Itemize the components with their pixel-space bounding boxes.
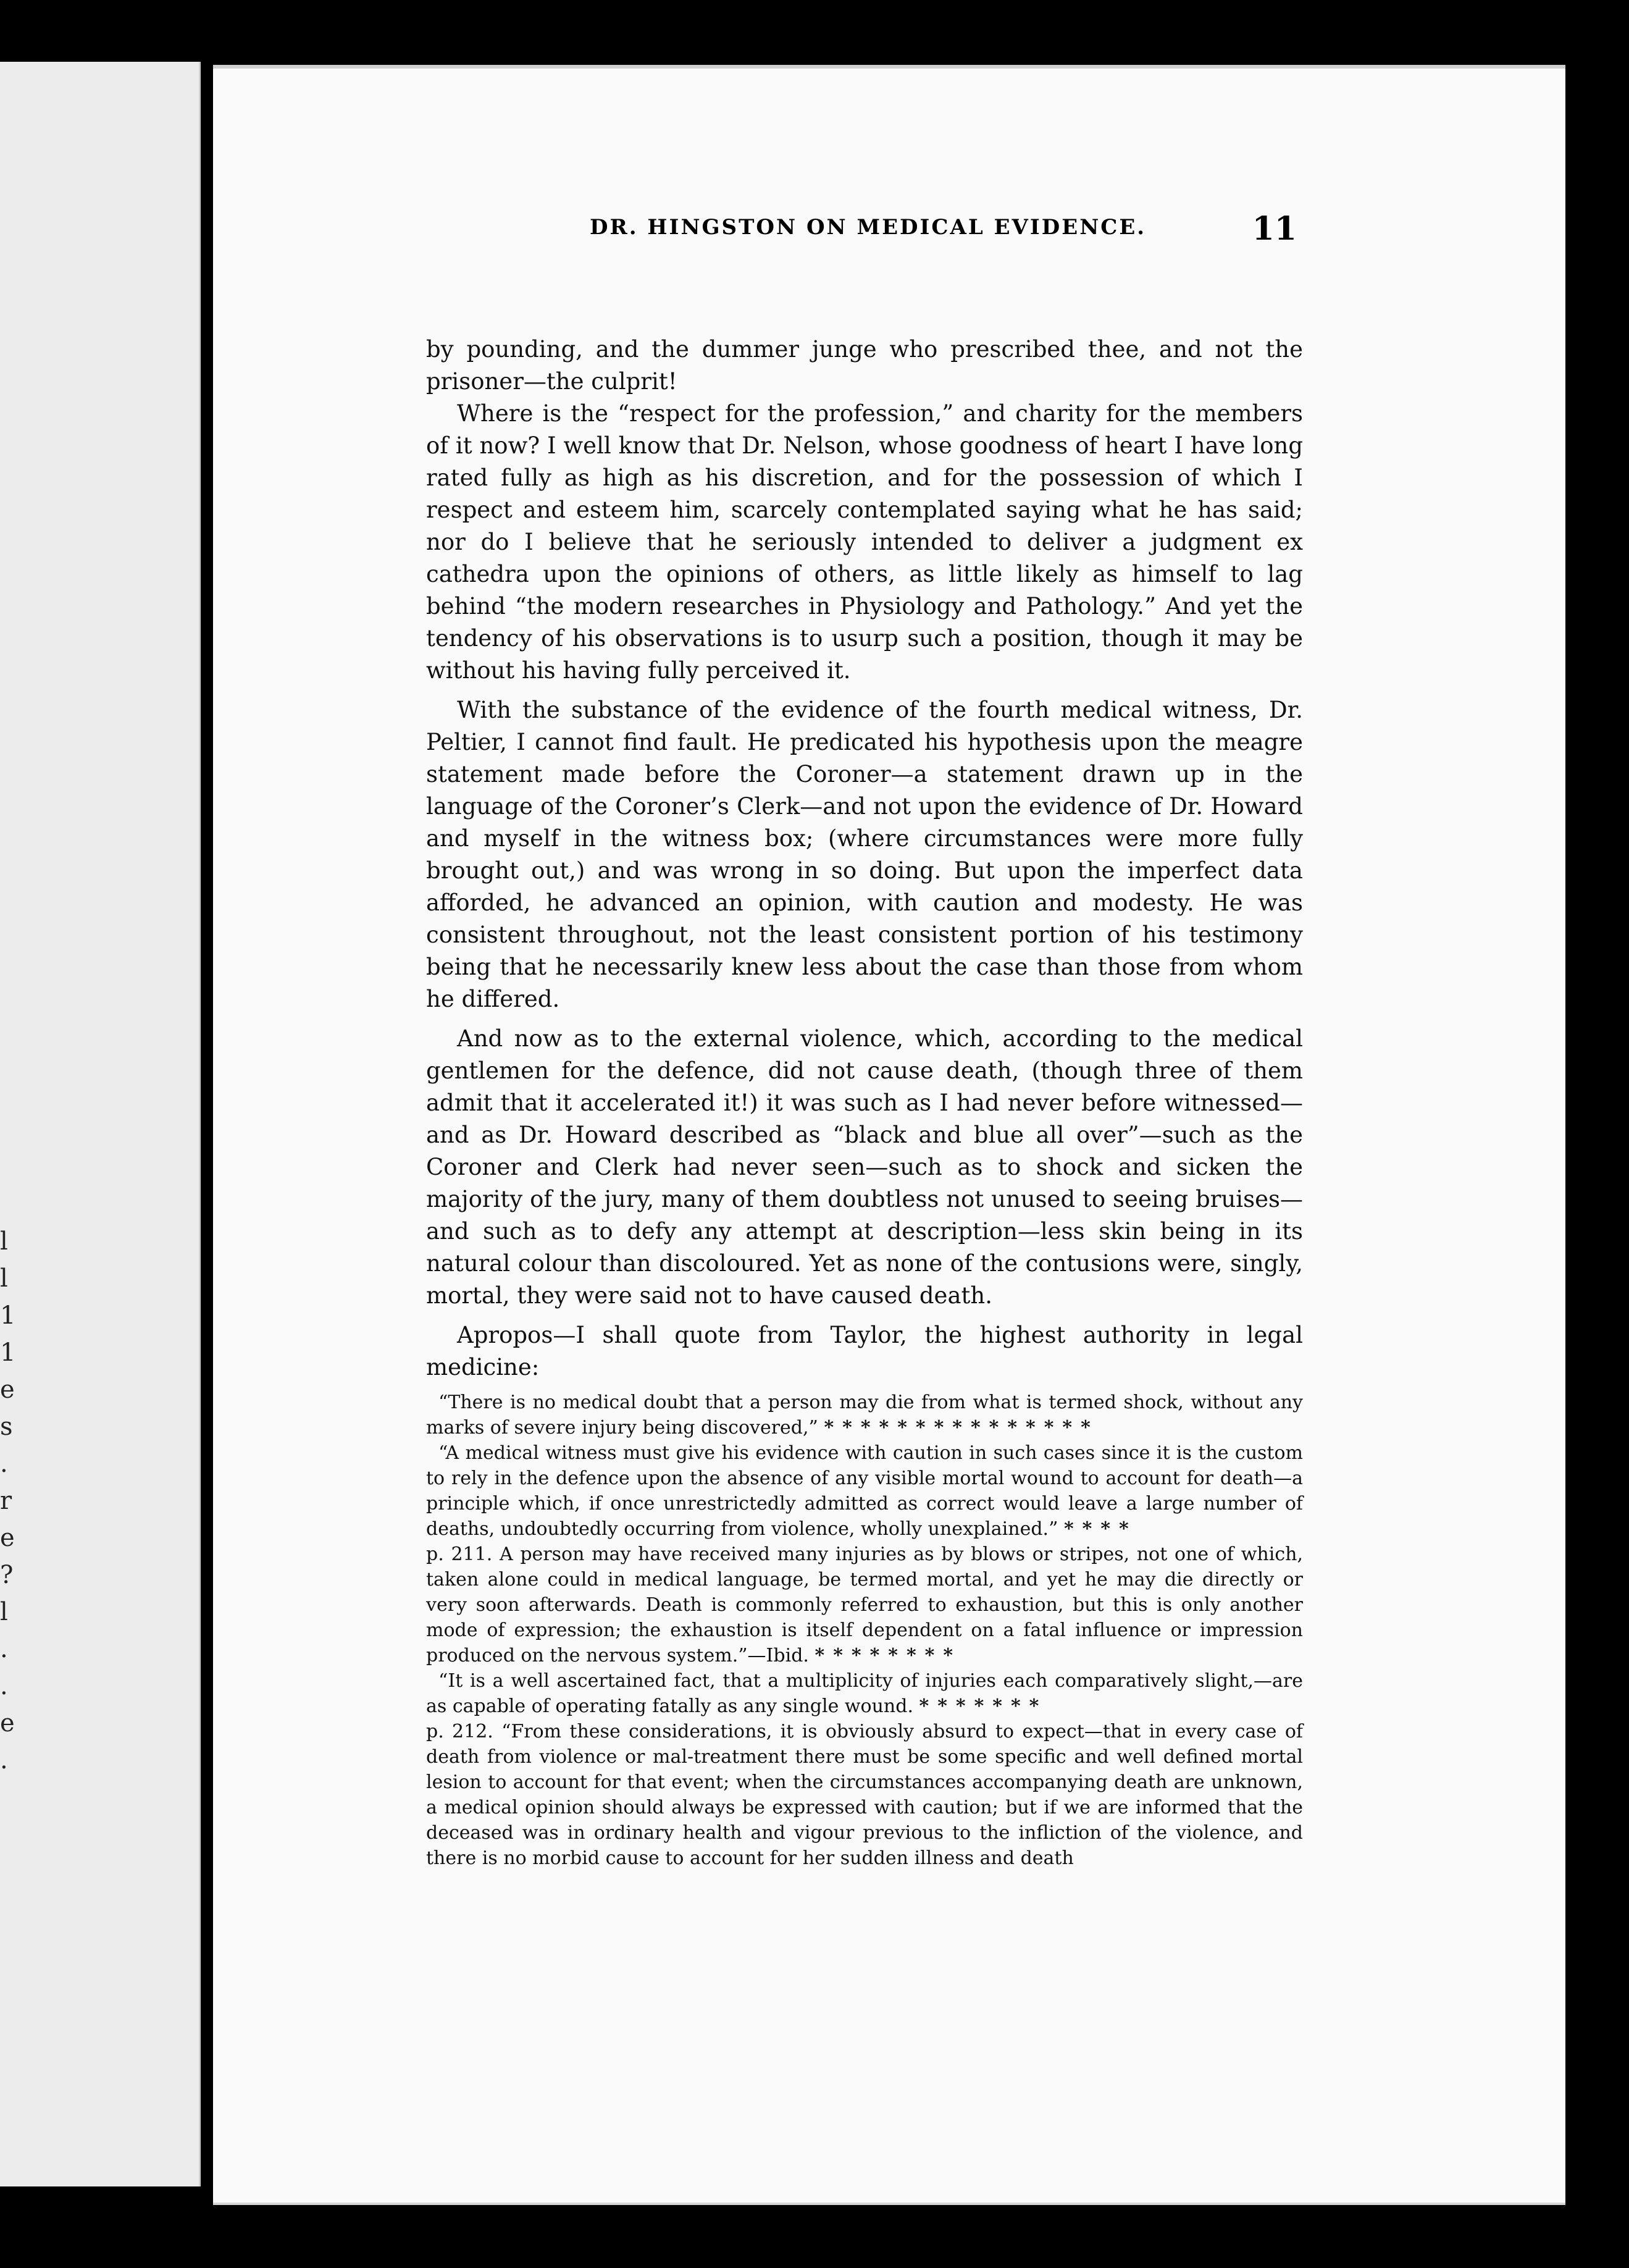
quotation xyxy=(426,1719,1303,1871)
paragraph: Apropos—I shall quote from Taylor, the highest authority in legal medicine: xyxy=(426,1322,1303,1380)
paragraph: by pounding, and the dummer junge who prescribed thee, and not the prisoner—the culprit! xyxy=(426,336,1303,395)
paragraph: Where is the “respect for the profession,” and charity for the members of it now? I well know that Dr. Nelson, whose goodness of heart I have long rated fully as high as his discretion, and for the possession of which I respect and esteem him, scarcely contemplated saying what he has said; nor do I believe that he seriously intended to deliver a judgment ex cathedra upon the opinions of others, as little likely as himself to lag behind “the modern researches in Physiology and Pathology.” And yet the tendency of his observations is to usurp such a position, though it may be without his having fully perceived it. xyxy=(426,400,1303,684)
quotation-text: “There is no medical doubt that a person may die from what is termed shock, without any marks of severe injury being discovered,” xyxy=(426,1392,1303,1438)
paragraph: With the substance of the evidence of the fourth medical witness, Dr. Peltier, I cannot find fault. He predicated his hypothesis upon the meagre statement made before the Coroner—a statement drawn up in the language of the Coroner’s Clerk—and not upon the evidence of Dr. Howard and myself in the witness box; (where circumstances were more fully brought out,) and was wrong in so doing. But upon the imperfect data afforded, he advanced an opinion, with caution and modesty. He was consistent throughout, not the least consistent portion of his testimony being that he necessarily knew less about the case than those from whom he differed. xyxy=(426,697,1303,1012)
ellipsis-stars: ******* xyxy=(919,1695,1048,1717)
ellipsis-stars: *************** xyxy=(824,1417,1099,1438)
quotation-block xyxy=(426,1390,1303,1871)
quotation-text: “A medical witness must give his evidence with caution in such cases since it is the custom to rely in the defence upon the absence of any visible mortal wound to account for death—a principle which, if once unrestrictedly admitted as correct would leave a large number of deaths, undoubtedly occurring from violence, wholly unexplained.” xyxy=(426,1442,1303,1540)
running-head xyxy=(361,210,1297,253)
quotation xyxy=(426,1390,1303,1440)
quotation-text: “It is a well ascertained fact, that a multiplicity of injuries each comparatively slight,—are as capable of operating fatally as any single wound. xyxy=(426,1670,1303,1717)
quotation xyxy=(426,1440,1303,1542)
ellipsis-stars: ******** xyxy=(814,1645,962,1666)
paragraph: And now as to the external violence, which, according to the medical gentlemen for the defence, did not cause death, (though three of them admit that it accelerated it!) it was such as I had never before witnessed—and as Dr. Howard described as “black and blue all over”—such as the Coroner and Clerk had never seen—such as to shock and sicken the majority of the jury, many of them doubtless not unused to seeing bruises—and such as to defy any attempt at description—less skin being in its natural colour than discoloured. Yet as none of the contusions were, singly, mortal, they were said not to have caused death. xyxy=(426,1025,1303,1309)
ellipsis-stars: **** xyxy=(1063,1518,1137,1540)
page-number: 11 xyxy=(1252,210,1297,248)
quotation xyxy=(426,1542,1303,1668)
quotation-text: p. 211. A person may have received many injuries as by blows or stripes, not one of which, taken alone could in medical language, be termed mortal, and yet he may die directly or very soon afterwards. Death is commonly referred to exhaustion, but this is only another mode of expression; the exhaustion is itself dependent on a fatal influence or impression produced on the nervous system.”—Ibid. xyxy=(426,1544,1303,1666)
page-text xyxy=(426,334,1303,1871)
facing-page-edge xyxy=(0,62,201,2186)
running-title: DR. HINGSTON ON MEDICAL EVIDENCE. xyxy=(590,215,1147,240)
quotation xyxy=(426,1668,1303,1719)
facing-page-marks: l l 1 1 e s . r e ? l . . e . xyxy=(0,1227,16,1774)
quotation-text: p. 212. “From these considerations, it is obviously absurd to expect—that in every case of death from violence or mal-treatment there must be some specific and well defined mortal lesion to account for that event; when the circumstances accompanying death are unknown, a medical opinion should always be expressed with caution; but if we are informed that the deceased was in ordinary health and vigour previous to the infliction of the violence, and there is no morbid cause to account for her sudden illness and death xyxy=(426,1721,1303,1869)
body-text xyxy=(426,334,1303,1384)
